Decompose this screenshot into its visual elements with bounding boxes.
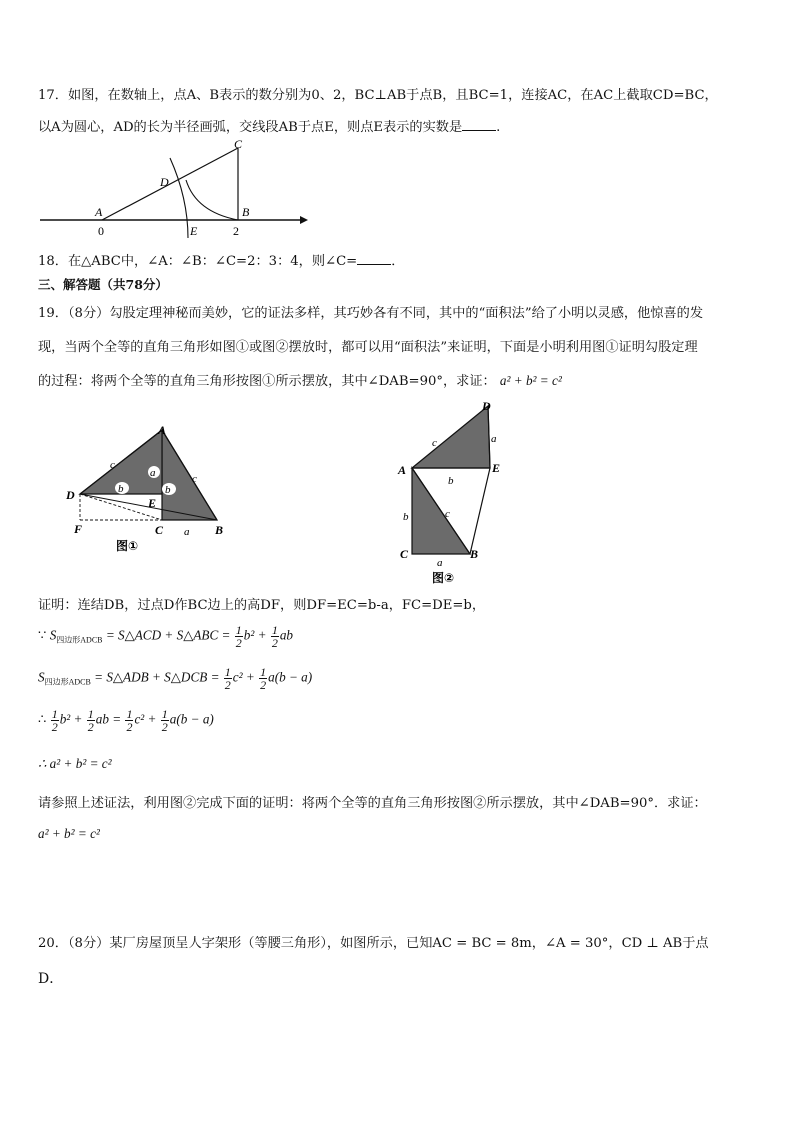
q19-line3-math: a² + b² = c²	[499, 373, 562, 388]
fig2-a-bottom: a	[437, 557, 443, 569]
fig1-b-left: b	[118, 483, 124, 495]
fig1-c-left: c	[110, 459, 115, 471]
eq2-sub: 四边形ADCB	[44, 677, 91, 687]
fig1-B: B	[215, 523, 224, 537]
proof-eq2: $S_{四边形ADCB}$ = S△ADB + S△DCB = $\frac{1}{2}$ c² + $\frac{1}{2}$ a(b − a)	[38, 665, 313, 692]
label-0: 0	[98, 224, 104, 238]
q20-line1: 20．（8分）某厂房屋顶呈人字架形（等腰三角形），如图所示，已知AC = BC = 8m，∠A = 30°，CD ⊥ AB于点	[38, 936, 709, 951]
eq1-mid: = S△ACD + S△ABC =	[105, 627, 231, 643]
q17-figure	[38, 138, 310, 242]
q17-line2	[38, 116, 500, 135]
q18-end: ．	[391, 254, 405, 269]
fig1-caption: 图①	[116, 539, 139, 553]
label-D: D	[160, 175, 169, 189]
fig2-b-left: b	[403, 511, 409, 523]
eq1-sub: 四边形ADCB	[56, 635, 103, 645]
half-fraction: $\frac{1}{2}$	[51, 707, 58, 734]
fig2-b-mid: b	[448, 475, 454, 487]
q19-line3	[38, 370, 562, 389]
section-heading: 三、解答题（共78分）	[38, 277, 168, 292]
half-fraction: $\frac{1}{2}$	[161, 707, 168, 734]
fig2-c-mid: c	[445, 508, 450, 520]
proof-intro: 证明：连结DB，过点D作BC边上的高DF，则DF=EC=b-a，FC=DE=b，	[38, 598, 486, 613]
q20-line2: D．	[38, 971, 64, 987]
label-A: A	[95, 205, 103, 219]
q19-line3-text: 的过程：将两个全等的直角三角形按图①所示摆放，其中∠DAB=90°，求证：	[38, 374, 496, 389]
eq2-mid: = S△ADB + S△DCB =	[94, 669, 220, 685]
fig1-F: F	[74, 522, 83, 536]
q17-line2-text: 以A为圆心，AD的长为半径画弧，交线段AB于点E，则点E表示的实数是	[38, 120, 463, 135]
fig1-D: D	[66, 488, 75, 502]
fig2-D: D	[482, 399, 491, 413]
half-fraction: $\frac{1}{2}$	[260, 665, 267, 692]
fig2-E: E	[492, 461, 501, 475]
proof-eq4: ∴ a² + b² = c²	[38, 756, 112, 771]
label-2: 2	[233, 224, 239, 238]
q19-line1: 19．（8分）勾股定理神秘而美妙，它的证法多样，其巧妙各有不同，其中的“面积法”给了小明以灵感，他惊喜的发	[38, 306, 704, 321]
q19-task: 请参照上述证法，利用图②完成下面的证明：将两个全等的直角三角形按图②所示摆放，其中∠DAB=90°．求证：	[38, 796, 707, 811]
fig1-C: C	[155, 523, 164, 537]
fig2-B: B	[470, 547, 479, 561]
fig2-C: C	[400, 547, 409, 561]
q17-end: .	[496, 120, 501, 135]
fig1-a-bottom: a	[184, 526, 190, 538]
eq1-prefix: ∵	[38, 627, 47, 643]
label-C: C	[234, 138, 243, 151]
label-E: E	[190, 224, 198, 238]
half-fraction: $\frac{1}{2}$	[87, 707, 94, 734]
half-fraction: $\frac{1}{2}$	[224, 665, 231, 692]
q17-line1: 17．如图，在数轴上，点A、B表示的数分别为0、2，BC⊥AB于点B，且BC=1，连接AC，在AC上截取CD=BC，	[38, 88, 718, 103]
fig1-a-top: a	[150, 467, 156, 479]
answer-blank	[462, 118, 496, 131]
fig1-A: A	[158, 423, 167, 437]
label-B: B	[242, 205, 250, 219]
half-fraction: $\frac{1}{2}$	[235, 623, 242, 650]
q18-line	[38, 250, 404, 269]
proof-eq3: ∴ $\frac{1}{2}$ b² + $\frac{1}{2}$ ab = $\frac{1}{2}$ c² + $\frac{1}{2}$ a(b − a)	[38, 707, 214, 734]
fig2-caption: 图②	[432, 571, 455, 585]
q18-text: 18．在△ABC中，∠A：∠B：∠C=2：3：4，则∠C=	[38, 254, 358, 269]
q19-line2: 现，当两个全等的直角三角形如图①或图②摆放时，都可以用“面积法”来证明，下面是小明利用图①证明勾股定理	[38, 340, 698, 355]
half-fraction: $\frac{1}{2}$	[126, 707, 133, 734]
q19-figure-2	[394, 396, 512, 586]
half-fraction: $\frac{1}{2}$	[271, 623, 278, 650]
fig2-c-top: c	[432, 437, 437, 449]
proof-eq1: ∵ $S_{四边形ADCB}$ = S△ACD + S△ABC = $\frac{1}{2}$ b² + $\frac{1}{2}$ ab	[38, 623, 293, 650]
fig2-A: A	[398, 463, 407, 477]
q19-task-math: a² + b² = c²	[38, 826, 100, 841]
fig1-E: E	[148, 496, 157, 510]
fig1-c-right: c	[192, 473, 197, 485]
answer-blank	[357, 252, 391, 265]
fig1-b-right: b	[165, 484, 171, 496]
q19-figure-1	[62, 422, 230, 556]
fig2-a-right: a	[491, 433, 497, 445]
